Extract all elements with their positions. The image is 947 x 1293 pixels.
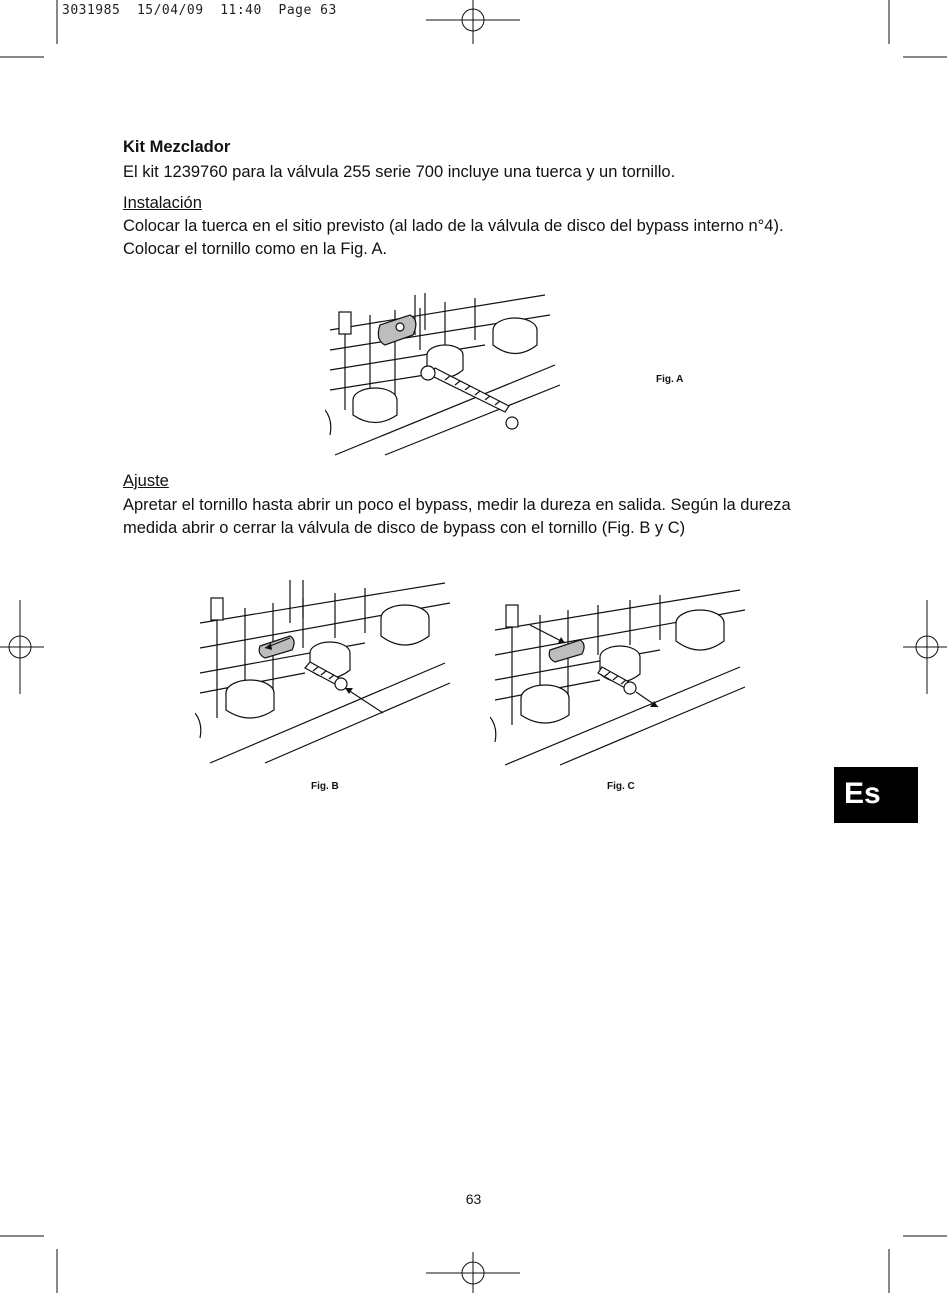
page-number: 63 <box>465 1191 482 1207</box>
adjustment-line-1: Apretar el tornillo hasta abrir un poco el bypass, medir la dureza en salida. Según la dureza <box>123 496 791 514</box>
figure-a-illustration <box>325 290 565 460</box>
intro-text: El kit 1239760 para la válvula 255 serie 700 incluye una tuerca y un tornillo. <box>123 163 676 181</box>
section-title: Kit Mezclador <box>123 138 231 156</box>
installation-line-1: Colocar la tuerca en el sitio previsto (al lado de la válvula de disco del bypass interno n°4). <box>123 217 784 235</box>
installation-line-2: Colocar el tornillo como en la Fig. A. <box>123 240 388 258</box>
figure-a-label: Fig. A <box>656 374 684 385</box>
installation-heading: Instalación <box>123 194 202 212</box>
registration-mark-left <box>0 600 44 694</box>
adjustment-line-2: medida abrir o cerrar la válvula de disco de bypass con el tornillo (Fig. B y C) <box>123 519 686 537</box>
figure-b-label: Fig. B <box>311 781 339 792</box>
printer-slug: 3031985 15/04/09 11:40 Page 63 <box>62 3 337 18</box>
figure-c-label: Fig. C <box>607 781 635 792</box>
figure-b-illustration <box>195 578 455 768</box>
registration-mark-bottom <box>426 1252 520 1293</box>
registration-mark-top <box>426 0 520 44</box>
adjustment-heading: Ajuste <box>123 472 169 490</box>
figure-c-illustration <box>490 585 750 770</box>
language-tab: Es <box>834 767 918 823</box>
registration-mark-right <box>903 600 947 694</box>
